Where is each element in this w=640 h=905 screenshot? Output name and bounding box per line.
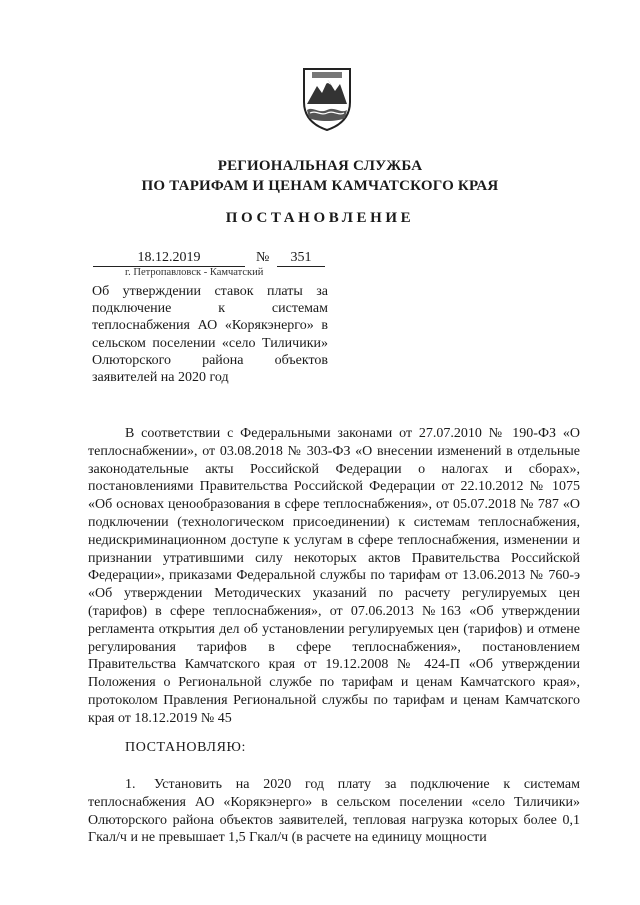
kamchatka-coat-of-arms-icon <box>301 66 353 132</box>
agency-name-line2: ПО ТАРИФАМ И ЦЕНАМ КАМЧАТСКОГО КРАЯ <box>141 178 499 194</box>
item-1-text: Установить на 2020 год плату за подключение к системам теплоснабжения АО «Корякэнерго» в сельском поселении «село Тиличики» Олюторского района объектов заявителей, тепловая нагрузка которых более 0,1 Гкал/ч и не превышает 1,5 Гкал/ч (в расчете на единицу мощности <box>88 777 580 846</box>
document-number: 351 <box>277 250 325 267</box>
agency-name-line1: РЕГИОНАЛЬНАЯ СЛУЖБА <box>217 158 423 174</box>
resolve-heading: ПОСТАНОВЛЯЮ: <box>125 740 247 755</box>
item-1-paragraph <box>88 776 580 847</box>
item-1-number: 1. <box>125 777 136 792</box>
document-date: 18.12.2019 <box>93 250 245 267</box>
city-label: г. Петропавловск - Камчатский <box>125 267 264 278</box>
date-number-line <box>93 250 328 266</box>
document-type-title: ПОСТАНОВЛЕНИЕ <box>225 210 415 226</box>
preamble-paragraph: В соответствии с Федеральными законами от 27.07.2010 № 190-ФЗ «О теплоснабжении», от 03.08.2018 № 303-ФЗ «О внесении изменений в отдельные законодательные акты Российской Федерации о налогах и сборах», постановлениями Правительства Российской Федерации от 22.10.2012 № 1075 «Об основах ценообразования в сфере теплоснабжения», от 05.07.2018 № 787 «О подключении (технологическом присоединении) к системам теплоснабжения, недискриминационном доступе к услугам в сфере теплоснабжения, изменении и признании утратившими силу некоторых актов Правительства Российской Федерации», приказами Федеральной службы по тарифам от 13.06.2013 № 760-э «Об утверждении Методических указаний по расчету регулируемых цен (тарифов) в сфере теплоснабжения», от 07.06.2013 №163 «Об утверждении регламента открытия дел об установлении регулируемых цен (тарифов) и отмене регулирования тарифов в сфере теплоснабжения», постановлением Правительства Камчатского края от 19.12.2008 № 424-П «Об утверждении Положения о Региональной службе по тарифам и ценам Камчатского края», протоколом Правления Региональной службы по тарифам и ценам Камчатского края от 18.12.2019 № 45 <box>88 426 580 726</box>
document-subject: Об утверждении ставок платы за подключение к системам теплоснабжения АО «Корякэнерго» в сельском поселении «село Тиличики» Олюторского района объектов заявителей на 2020 год <box>92 284 328 386</box>
number-sign: № <box>256 250 270 265</box>
